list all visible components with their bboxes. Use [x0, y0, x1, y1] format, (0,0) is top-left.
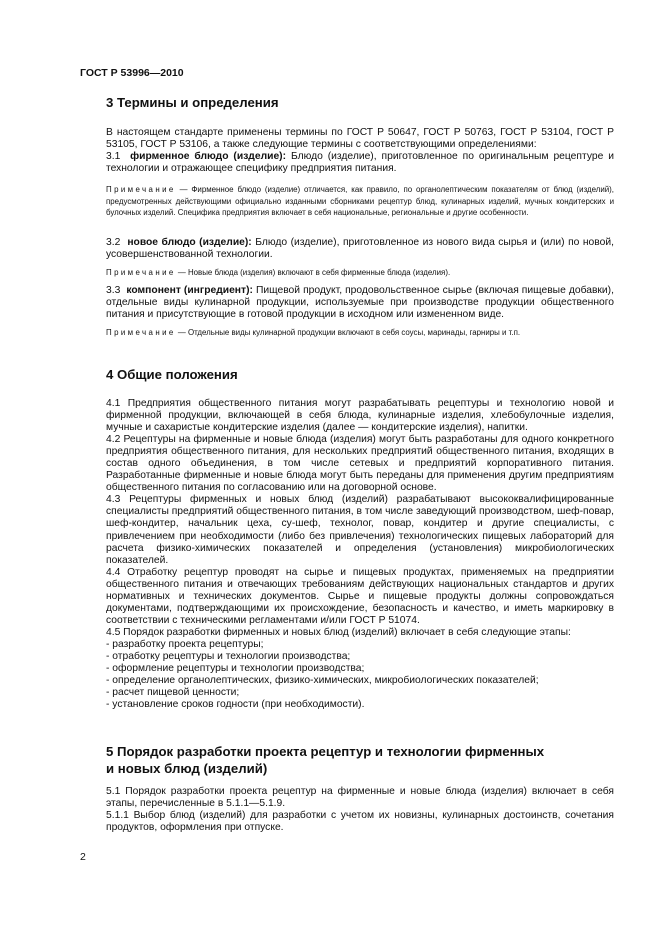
note-text: — Новые блюда (изделия) включают в себя фирменные блюда (изделия). — [175, 268, 451, 277]
stage-item: - расчет пищевой ценности; — [106, 687, 240, 699]
section-3-intro — [80, 127, 614, 151]
clause-4-5: 4.5 Порядок разработки фирменных и новых блюд (изделий) включает в себя следующие этапы: — [106, 626, 571, 638]
stage-item: - оформление рецептуры и технологии производства; — [106, 663, 365, 675]
stage-item: - отработку рецептуры и технологии производства; — [106, 650, 351, 662]
clause-4-3: 4.3 Рецептуры фирменных и новых блюд (изделий) разрабатывают высококвалифицированные специалисты предприятий общественного питания, в том числе заведующий производством, шеф-повар, шеф-кондитер, начальник цеха, су-шеф, технолог, повар, кондитер и другие специалисты, с привлечением при необходимости (либо без привлечения) технологических пищевых лабораторий для расчета физико-химических показателей и определения (установления) микробиологических показателей. — [106, 494, 614, 566]
note-label: Примечание — [106, 328, 176, 337]
term-number: 3.1 — [106, 151, 121, 162]
note-text: — Фирменное блюдо (изделие) отличается, как правило, по органолептическим показателям от блюд (изделий), предусмотренных действующими официально изданными сборниками рецептур блюд, кулинарных изделий, мучных кондитерских и булочных изделий. Специфика предприятия включает в себя национальные, региональные и другие особенности. — [106, 185, 614, 217]
term-number: 3.3 — [106, 285, 121, 296]
note-text: — Отдельные виды кулинарной продукции включают в себя соусы, маринады, гарниры и т.п. — [175, 328, 521, 337]
term-3-1 — [80, 151, 614, 175]
note-label: Примечание — [106, 185, 176, 194]
section-3-title: 3 Термины и определения — [106, 95, 279, 110]
section-4-title: 4 Общие положения — [106, 367, 238, 382]
stage-item: - разработку проекта рецептуры; — [106, 638, 264, 650]
term-definition: Пищевой продукт, продовольственное сырье (включая пищевые добавки), отдельные виды кулинарной продукции, используемые при производстве продукции общественного питания и присутствующие в готовой продукции в исходном или измененном виде. — [106, 285, 614, 321]
note-1 — [80, 184, 614, 219]
clause-5-1-1: 5.1.1 Выбор блюд (изделий) для разработки с учетом их новизны, кулинарных достоинств, сочетания продуктов, оформления при отпуске. — [106, 810, 614, 834]
stage-item: - установление сроков годности (при необходимости). — [106, 699, 365, 711]
term-definition: Блюдо (изделие), приготовленное из нового вида сырья и (или) по новой, усовершенствованной технологии. — [106, 237, 614, 261]
section-5-body — [80, 786, 614, 834]
term-3-2 — [80, 237, 614, 261]
stage-item: - определение органолептических, физико-химических, микробиологических показателей; — [106, 675, 539, 687]
section-4-body — [80, 398, 614, 711]
note-2 — [80, 267, 614, 279]
term-name: новое блюдо (изделие): — [127, 237, 252, 248]
document-header: ГОСТ Р 53996—2010 — [80, 67, 184, 79]
clause-4-4: 4.4 Отработку рецептур проводят на сырье и пищевых продуктах, применяемых на предприятии общественного питания и отвечающих требованиям действующих национальных стандартов и других нормативных и технических документов. Сырье и пищевые продукты должны сопровождаться документами, подтверждающими их происхождение, безопасность и качество, и иметь маркировку в соответствии с техническими регламентами и/или ГОСТ Р 51074. — [106, 566, 614, 626]
clause-4-2: 4.2 Рецептуры на фирменные и новые блюда (изделия) могут быть разработаны для одного конкретного предприятия общественного питания, для нескольких предприятий общественного питания, входящих в состав одного объединения, в том числе сетевых и предприятий корпоративного питания. Разработанные фирменные и новые блюда могут быть переданы для применения другим предприятиям общественного питания по согласованию или на договорной основе. — [106, 434, 614, 494]
term-name: фирменное блюдо (изделие): — [130, 151, 287, 162]
section-5-title-line-2: и новых блюд (изделий) — [106, 761, 268, 776]
note-3 — [80, 327, 614, 339]
intro-text: В настоящем стандарте применены термины по ГОСТ Р 50647, ГОСТ Р 50763, ГОСТ Р 53104, ГОСТ Р 53105, ГОСТ Р 53106, а также следующие термины с соответствующими определениями: — [106, 127, 614, 151]
page-number: 2 — [80, 851, 86, 863]
section-5-title — [106, 743, 544, 777]
clause-4-1: 4.1 Предприятия общественного питания могут разрабатывать рецептуры и технологию новой и фирменной продукции, включающей в себя блюда, кулинарные изделия, хлебобулочные изделия, мучные и сахаристые кондитерские изделия (далее — кондитерские изделия), напитки. — [106, 398, 614, 434]
term-name: компонент (ингредиент): — [126, 285, 253, 296]
clause-5-1: 5.1 Порядок разработки проекта рецептур на фирменные и новые блюда (изделия) включает в себя этапы, перечисленные в 5.1.1—5.1.9. — [106, 786, 614, 810]
term-number: 3.2 — [106, 237, 121, 248]
term-3-3 — [80, 285, 614, 321]
section-5-title-line-1: 5 Порядок разработки проекта рецептур и технологии фирменных — [106, 744, 545, 759]
note-label: Примечание — [106, 268, 176, 277]
term-definition: Блюдо (изделие), приготовленное по оригинальным рецептуре и технологии и отражающее специфику предприятия питания. — [106, 151, 614, 175]
